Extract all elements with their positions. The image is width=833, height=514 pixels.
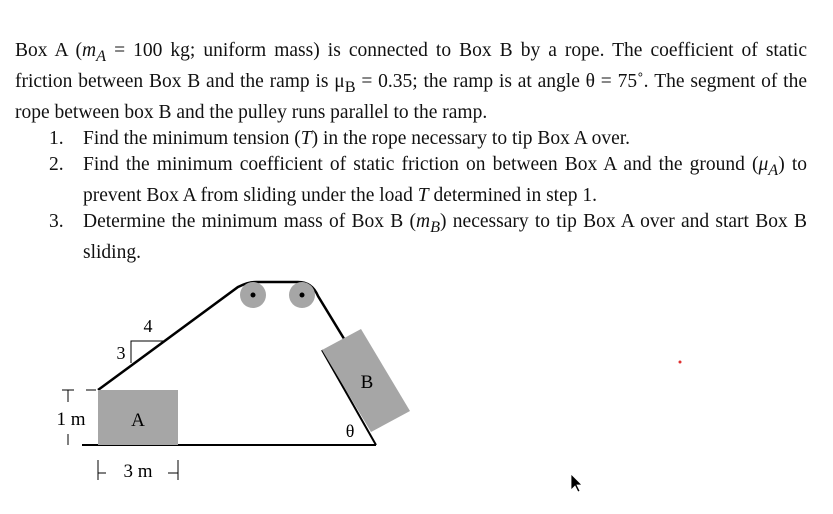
- pulley-left-axle: [251, 293, 256, 298]
- problem-intro: Box A ($m_A = 100$ kg; uniform mass) is connected to Box B by a rope. The coefficient of static friction between Box B and the ramp is $\mu_B = 0.35$; the ramp is at angle θ = 75˚. The segment of the rope between box B and the pulley runs parallel to the ramp.: [15, 40, 807, 123]
- angle-label: θ: [345, 421, 355, 441]
- stray-dot: [679, 361, 682, 364]
- height-label: 1 m: [56, 409, 86, 430]
- slope-run-label: 4: [143, 316, 153, 336]
- pulley-right-axle: [300, 293, 305, 298]
- task-item-3: 3. Determine the minimum mass of Box B $(m_B)$ necessary to tip Box A over and start Box B sliding.: [49, 210, 807, 263]
- width-label: 3 m: [123, 461, 153, 482]
- box-b-label: B: [360, 372, 374, 393]
- slope-rise-label: 3: [116, 343, 126, 363]
- box-a-label: A: [131, 410, 145, 431]
- mouse-cursor-icon: [571, 474, 582, 492]
- task-item-1: 1. Find the minimum tension (T) in the rope necessary to tip Box A over.: [49, 127, 631, 149]
- task-item-2: 2. Find the minimum coefficient of static friction on between Box A and the ground $(\mu_A)$ to prevent Box A from sliding under the load T determined in step 1.: [49, 153, 807, 206]
